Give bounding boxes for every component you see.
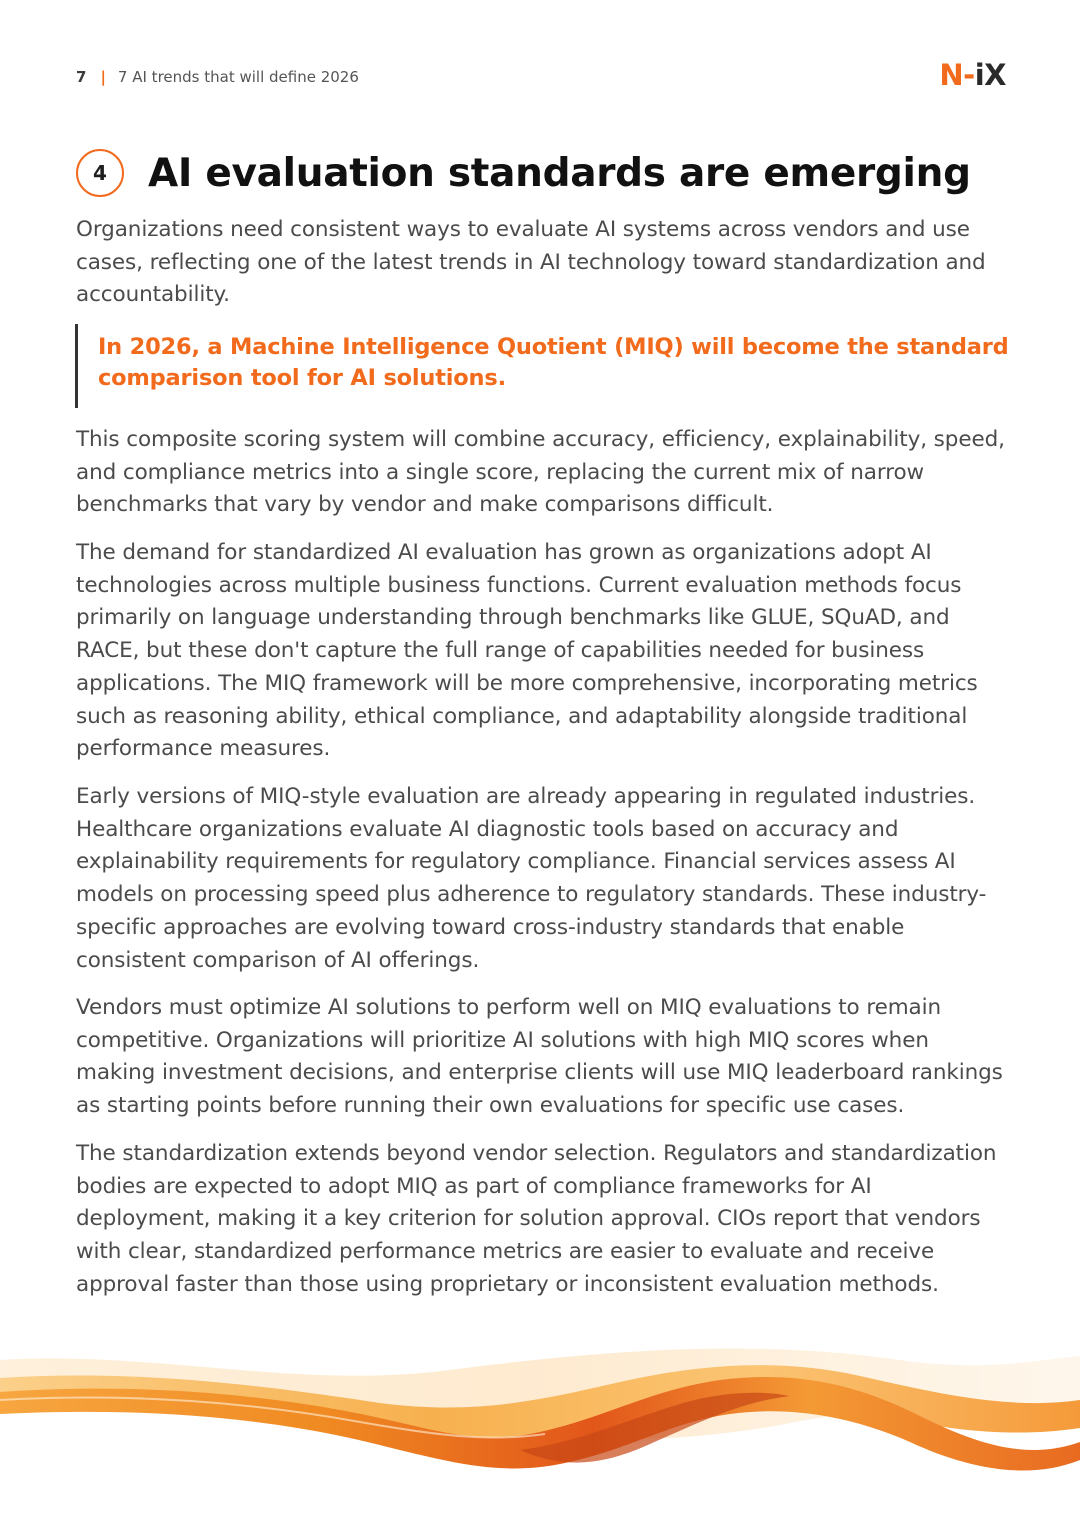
body-paragraph-1: This composite scoring system will combine accuracy, efficiency, explainability, speed, and compliance metrics into a single score, replacing the current mix of narrow benchmarks that vary by vendor and make comparisons difficult.	[76, 427, 1005, 518]
body-paragraph-5: The standardization extends beyond vendor selection. Regulators and standardization bodies are expected to adopt MIQ as part of compliance frameworks for AI deployment, making it a key criterion for solution approval. CIOs report that vendors with clear, standardized performance metrics are easier to evaluate and receive approval faster than those using proprietary or inconsistent evaluation methods.	[76, 1141, 997, 1297]
logo-n: N	[939, 58, 964, 92]
callout-block	[75, 324, 1013, 408]
document-title: 7 AI trends that will define 2026	[117, 68, 359, 86]
running-header	[76, 68, 359, 86]
logo-dash: -	[963, 58, 975, 92]
page-number: 7	[76, 68, 87, 86]
header-separator: |	[100, 68, 106, 86]
decorative-wave	[0, 1330, 1080, 1527]
body-paragraph-2: The demand for standardized AI evaluation has grown as organizations adopt AI technologies across multiple business functions. Current evaluation methods focus primarily on language understanding through benchmarks like GLUE, SQuAD, and RACE, but these don't capture the full range of capabilities needed for business applications. The MIQ framework will be more comprehensive, incorporating metrics such as reasoning ability, ethical compliance, and adaptability alongside traditional performance measures.	[76, 540, 978, 762]
callout-text: In 2026, a Machine Intelligence Quotient (MIQ) will become the standard comparison tool for AI solutions.	[98, 334, 1009, 391]
intro-paragraph: Organizations need consistent ways to evaluate AI systems across vendors and use cases, reflecting one of the latest trends in AI technology toward standardization and accountability.	[76, 217, 986, 308]
body-paragraph-3: Early versions of MIQ-style evaluation are already appearing in regulated industries. Healthcare organizations evaluate AI diagnostic tools based on accuracy and explainability requirements for regulatory compliance. Financial services assess AI models on processing speed plus adherence to regulatory standards. These industry-specific approaches are evolving toward cross-industry standards that enable consistent comparison of AI offerings.	[76, 784, 987, 973]
section-title: AI evaluation standards are emerging	[148, 151, 971, 196]
section-heading	[76, 146, 1036, 206]
body-paragraph-4: Vendors must optimize AI solutions to perform well on MIQ evaluations to remain competitive. Organizations will prioritize AI solutions with high MIQ scores when making investment decisions, and enterprise clients will use MIQ leaderboard rankings as starting points before running their own evaluations for specific use cases.	[76, 995, 1003, 1119]
page-header	[76, 58, 1006, 94]
n-ix-logo	[939, 58, 1006, 92]
section-number-badge: 4	[76, 149, 124, 197]
logo-ix: iX	[974, 58, 1006, 92]
